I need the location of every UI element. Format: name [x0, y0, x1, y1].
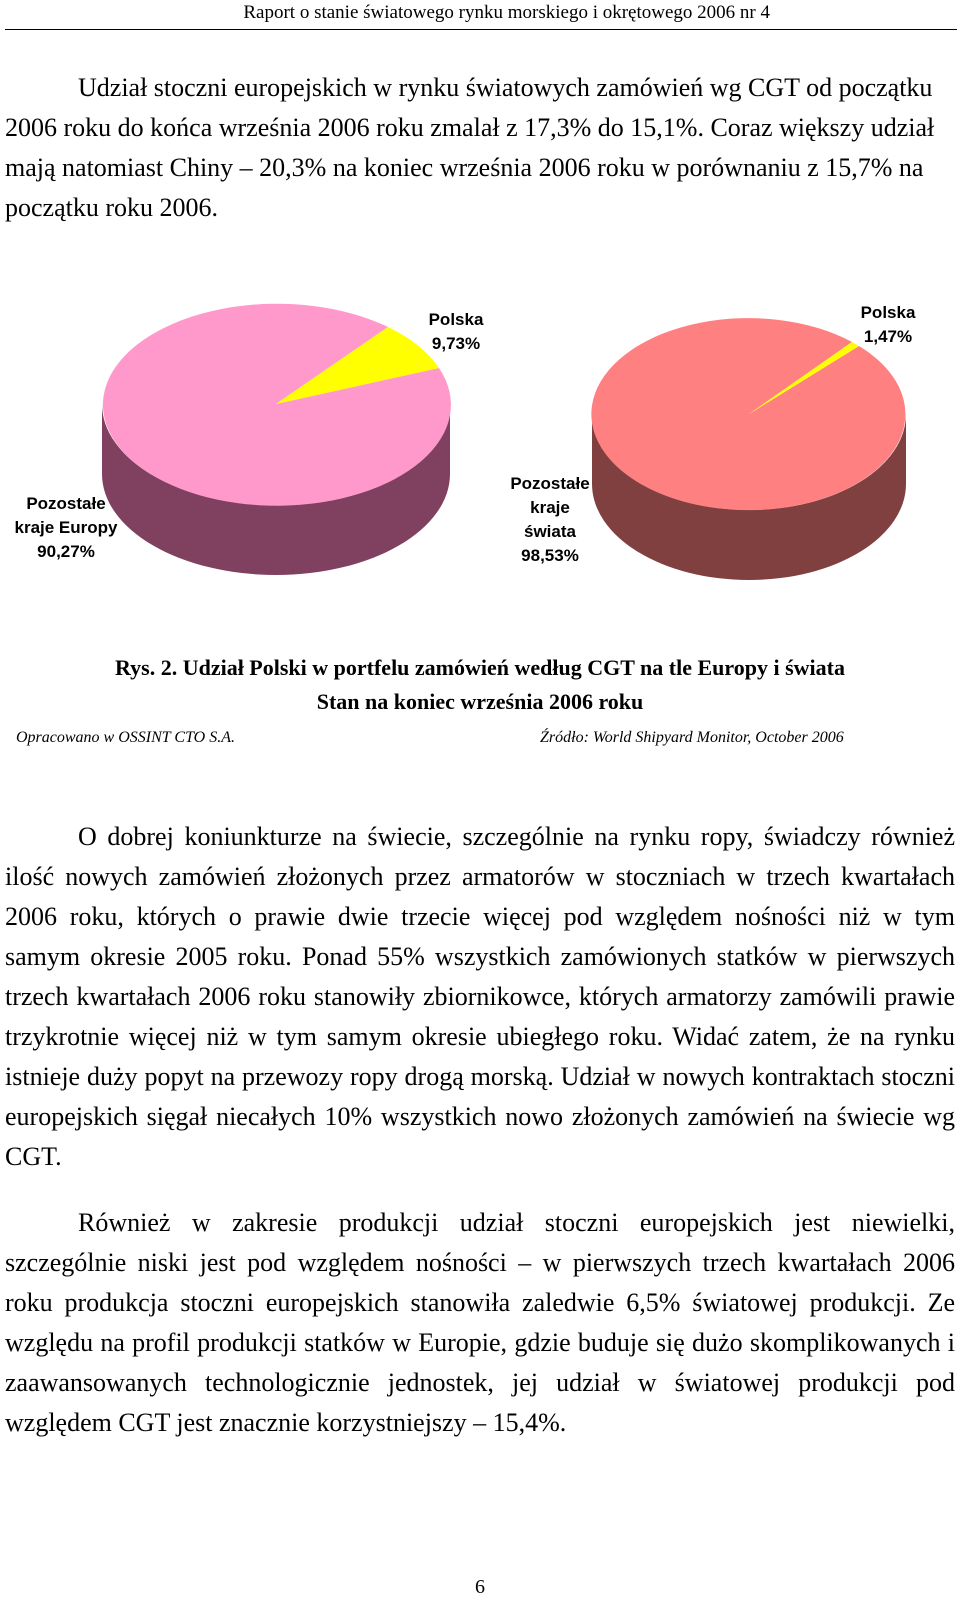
- pie-world-label-rest-line3: świata: [524, 522, 576, 541]
- pie-charts-figure: [0, 290, 960, 580]
- pie-europe-label-rest-line2: kraje Europy: [14, 518, 118, 537]
- pie-world-label-rest-line1: Pozostałe: [510, 474, 590, 493]
- running-title: Raport o stanie światowego rynku morskiego i okrętowego 2006 nr 4: [243, 2, 770, 23]
- pie-world-value-rest: 98,53%: [521, 546, 579, 565]
- pie-chart-world: [510, 303, 916, 580]
- figure-note-source: Źródło: World Shipyard Monitor, October 2006: [540, 729, 844, 746]
- paragraph-1: Udział stoczni europejskich w rynku światowych zamówień wg CGT od początku 2006 roku do końca września 2006 roku zmalał z 17,3% do 15,1%. Coraz większy udział mają natomiast Chiny – 20,3% na koniec września 2006 roku w porównaniu z 15,7% na początku roku 2006.: [5, 73, 935, 222]
- pie-world-label-rest-line2: kraje: [530, 498, 570, 517]
- pie-chart-europe: [15, 304, 484, 575]
- pie-world-value-polska: 1,47%: [863, 327, 913, 346]
- paragraph-3: Również w zakresie produkcji udział stoczni europejskich jest niewielki, szczególnie niski jest pod względem nośności – w pierwszych trzech kwartałach 2006 roku produkcja stoczni europejskich stanowiła zaledwie 6,5% światowej produkcji. Ze względu na profil produkcji statków w Europie, gdzie buduje się dużo skomplikowanych i zaawansowanych technologicznie jednostek, jej udział w światowej produkcji pod względem CGT jest znacznie korzystniejszy – 15,4%.: [5, 1208, 955, 1437]
- paragraph-2: O dobrej koniunkturze na świecie, szczególnie na rynku ropy, świadczy również ilość nowych zamówień złożonych przez armatorów w stoczniach w trzech kwartałach 2006 roku, których o prawie dwie trzecie więcej pod względem nośności niż w tym samym okresie 2005 roku. Ponad 55% wszystkich zamówionych statków w pierwszych trzech kwartałach 2006 roku stanowiły zbiornikowce, których armatorzy zamówili prawie trzykrotnie więcej niż w tym samym okresie ubiegłego roku. Widać zatem, że na rynku istnieje duży popyt na przewozy ropy drogą morską. Udział w nowych kontraktach stoczni europejskich sięgał niecałych 10% wszystkich nowo złożonych zamówień na świecie wg CGT.: [5, 822, 955, 1171]
- pie-europe-label-rest-line1: Pozostałe: [26, 494, 106, 513]
- pie-europe-value-rest: 90,27%: [37, 542, 95, 561]
- figure-caption: Rys. 2. Udział Polski w portfelu zamówień według CGT na tle Europy i świata: [115, 655, 845, 680]
- figure-subcaption: Stan na koniec września 2006 roku: [316, 689, 644, 714]
- pie-world-slice-rest: [591, 318, 905, 510]
- page-number: 6: [475, 1576, 485, 1598]
- pie-europe-value-polska: 9,73%: [431, 334, 481, 353]
- page-header: [0, 0, 960, 32]
- pie-europe-label-polska: Polska: [428, 310, 484, 329]
- pie-world-label-polska: Polska: [860, 303, 916, 322]
- figure-note-author: Opracowano w OSSINT CTO S.A.: [16, 729, 235, 746]
- header-rule: [5, 29, 957, 30]
